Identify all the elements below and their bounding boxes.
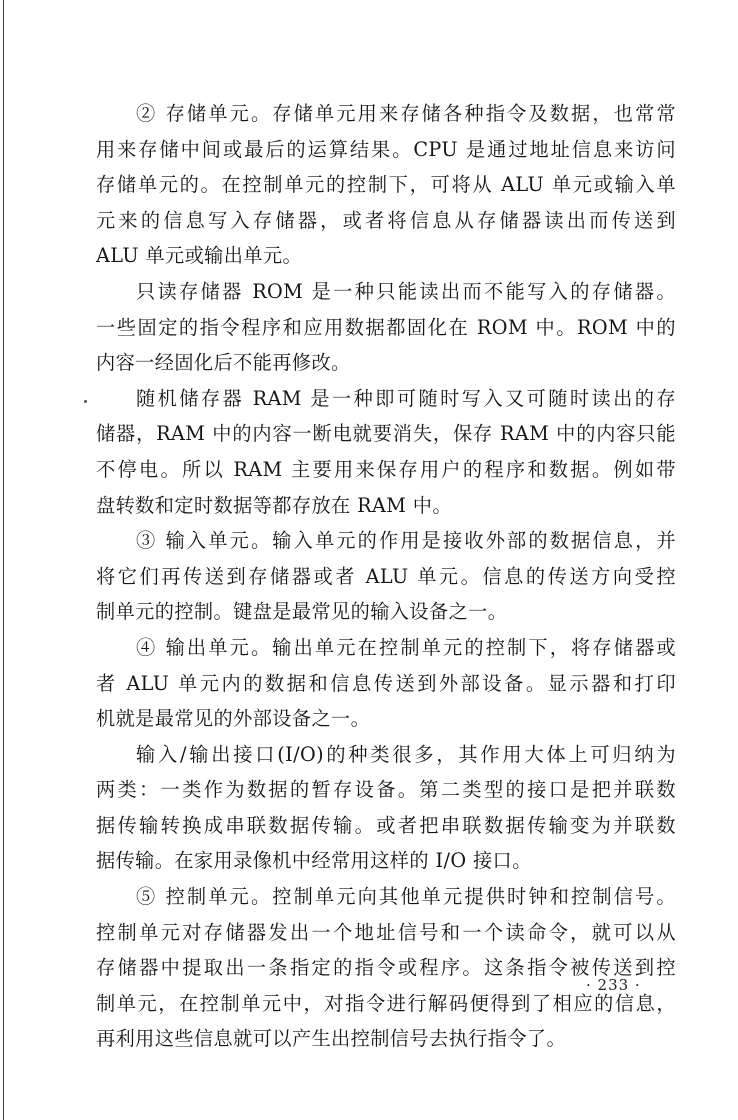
text-line: 内容一经固化后不能再修改。 (96, 351, 351, 375)
text-line: ④ 输出单元。输出单元在控制单元的控制下，将存储器或 (136, 635, 676, 659)
text-line: 盘转数和定时数据等都存放在 RAM 中。 (96, 493, 452, 517)
body-text (96, 96, 676, 1057)
text-line: 制单元，在控制单元中，对指令进行解码便得到了相应的信息， (96, 991, 676, 1015)
text-line: 存储器中提取出一条指定的指令或程序。这条指令被传送到控 (96, 956, 676, 980)
text-line: 输入/输出接口(I/O)的种类很多，其作用大体上可归纳为 (136, 742, 676, 766)
text-line: 随机储存器 RAM 是一种即可随时写入又可随时读出的存 (136, 386, 676, 410)
text-line: 机就是最常见的外部设备之一。 (96, 707, 371, 731)
text-line: ② 存储单元。存储单元用来存储各种指令及数据，也常常 (136, 102, 676, 125)
text-line: 将它们再传送到存储器或者 ALU 单元。信息的传送方向受控 (96, 564, 676, 588)
text-line: ⑤ 控制单元。控制单元向其他单元提供时钟和控制信号。 (136, 885, 676, 909)
text-line: 据传输。在家用录像机中经常用这样的 I/O 接口。 (96, 849, 532, 873)
text-line: 只读存储器 ROM 是一种只能读出而不能写入的存储器。 (136, 279, 676, 303)
text-line: 一些固定的指令程序和应用数据都固化在 ROM 中。ROM 中的 (96, 315, 676, 339)
page-number: · 233 · (586, 976, 641, 994)
text-line: ③ 输入单元。输入单元的作用是接收外部的数据信息，并 (136, 529, 676, 553)
text-line: 制单元的控制。键盘是最常见的输入设备之一。 (96, 600, 508, 624)
text-line: 元来的信息写入存储器，或者将信息从存储器读出而传送到 (96, 208, 676, 232)
text-line: 用来存储中间或最后的运算结果。CPU 是通过地址信息来访问 (96, 137, 676, 161)
text-line: 存储单元的。在控制单元的控制下，可将从 ALU 单元或输入单 (96, 173, 676, 197)
text-line: 控制单元对存储器发出一个地址信号和一个读命令，就可以从 (96, 920, 676, 944)
text-line: 储器，RAM 中的内容一断电就要消失，保存 RAM 中的内容只能 (96, 422, 676, 446)
margin-speck (84, 400, 87, 403)
text-line: 据传输转换成串联数据传输。或者把串联数据传输变为并联数 (96, 813, 676, 837)
text-line: 不停电。所以 RAM 主要用来保存用户的程序和数据。例如带 (96, 457, 676, 481)
text-line: ALU 单元或输出单元。 (96, 244, 303, 268)
text-line: 者 ALU 单元内的数据和信息传送到外部设备。显示器和打印 (96, 671, 676, 695)
page-binding-edge (3, 0, 4, 1120)
text-line: 两类：一类作为数据的暂存设备。第二类型的接口是把并联数 (96, 778, 676, 802)
text-line: 再利用这些信息就可以产生出控制信号去执行指令了。 (96, 1027, 567, 1051)
